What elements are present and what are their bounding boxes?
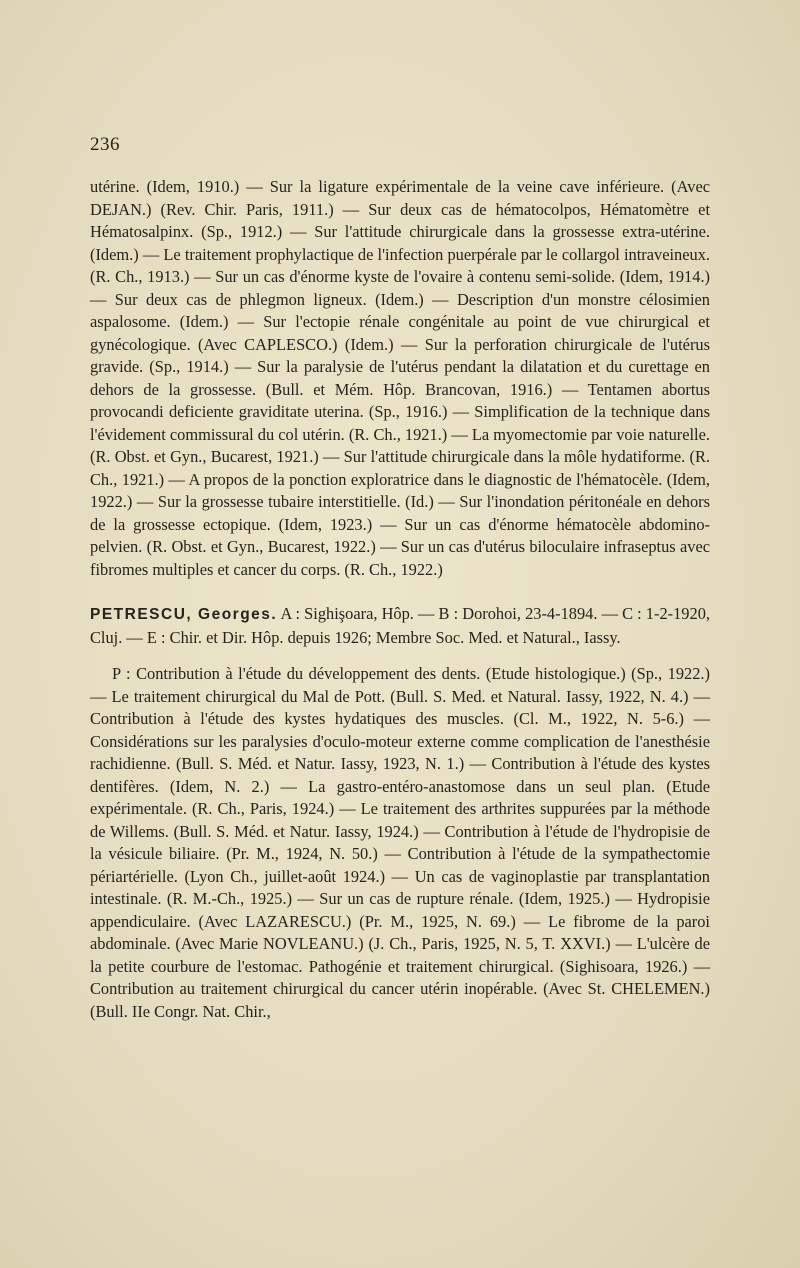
entry-name: PETRESCU, Georges. bbox=[90, 606, 278, 623]
publications-paragraph: P : Contribution à l'étude du développement des dents. (Etude histologique.) (Sp., 1922.) — Le traitement chirurgical du Mal de Pott. (Bull. S. Med. et Natural. Iassy, 1922, N. 4.) — Contribution à l'étude des kystes hydatiques des muscles. (Cl. M., 1922, N. 5-6.) — Considérations sur les paralysies d'oculo-moteur externe comme complication de l'anesthésie rachidienne. (Bull. S. Méd. et Natur. Iassy, 1923, N. 1.) — Contribution à l'étude des kystes dentifères. (Idem, N. 2.) — La gastro-entéro-anastomose dans un seul plan. (Etude expérimentale. (R. Ch., Paris, 1924.) — Le traitement des arthrites suppurées par la méthode de Willems. (Bull. S. Méd. et Natur. Iassy, 1924.) — Contribution à l'étude de l'hydropisie de la vésicule biliaire. (Pr. M., 1924, N. 50.) — Contribution à l'étude de la sympathectomie périartérielle. (Lyon Ch., juillet-août 1924.) — Un cas de vaginoplastie par transplantation intestinale. (R. M.-Ch., 1925.) — Sur un cas de rupture rénale. (Idem, 1925.) — Hydropisie appendiculaire. (Avec LAZARESCU.) (Pr. M., 1925, N. 69.) — Le fibrome de la paroi abdominale. (Avec Marie NOVLEANU.) (J. Ch., Paris, 1925, N. 5, T. XXVI.) — L'ulcère de la petite courbure de l'estomac. Pathogénie et traitement chirurgical. (Sighisoara, 1926.) — Contribution au traitement chirurgical du cancer utérin inopérable. (Avec St. CHELEMEN.) (Bull. IIe Congr. Nat. Chir., bbox=[90, 664, 710, 1021]
page-number: 236 bbox=[90, 134, 120, 155]
continuation-paragraph: utérine. (Idem, 1910.) — Sur la ligature expérimentale de la veine cave inférieure. (Avec DEJAN.) (Rev. Chir. Paris, 1911.) — Sur deux cas de hématocolpos, Hématomètre et Hématosalpinx. (Sp., 1912.) — Sur l'attitude chirurgicale dans la grossesse extra-utérine. (Idem.) — Le traitement prophylactique de l'infection puerpérale par le collargol intraveineux. (R. Ch., 1913.) — Sur un cas d'énorme kyste de l'ovaire à contenu semi-solide. (Idem, 1914.) — Sur deux cas de phlegmon ligneux. (Idem.) — Description d'un monstre célosimien aspalosome. (Idem.) — Sur l'ectopie rénale congénitale au point de vue chirurgical et gynécologique. (Avec CAPLESCO.) (Idem.) — Sur la perforation chirurgicale de l'utérus gravide. (Sp., 1914.) — Sur la paralysie de l'utérus pendant la dilatation et du curettage en dehors de la grossesse. (Bull. et Mém. Hôp. Brancovan, 1916.) — Tentamen abortus provocandi deficiente graviditate uterina. (Sp., 1916.) — Simplification de la technique dans l'évidement commissural du col utérin. (R. Ch., 1921.) — La myomectomie par voie naturelle. (R. Obst. et Gyn., Bucarest, 1921.) — Sur l'attitude chirurgicale dans la môle hydatiforme. (R. Ch., 1921.) — A propos de la ponction exploratrice dans le diagnostic de l'hématocèle. (Idem, 1922.) — Sur la grossesse tubaire interstitielle. (Id.) — Sur l'inondation péritonéale en dehors de la grossesse ectopique. (Idem, 1923.) — Sur un cas d'énorme hématocèle abdomino-pelvien. (R. Obst. et Gyn., Bucarest, 1922.) — Sur un cas d'utérus biloculaire infraseptus avec fibromes multiples et cancer du corps. (R. Ch., 1922.) bbox=[90, 177, 710, 579]
biography-entry-header bbox=[90, 603, 710, 649]
text-block bbox=[90, 176, 710, 1023]
entry-details: A : Sighişoara, Hôp. — B : Dorohoi, 23-4-1894. — C : 1-2-1920, Cluj. — E : Chir. et Dir. Hôp. depuis 1926; Membre Soc. Med. et Natural., Iassy. bbox=[90, 604, 710, 647]
